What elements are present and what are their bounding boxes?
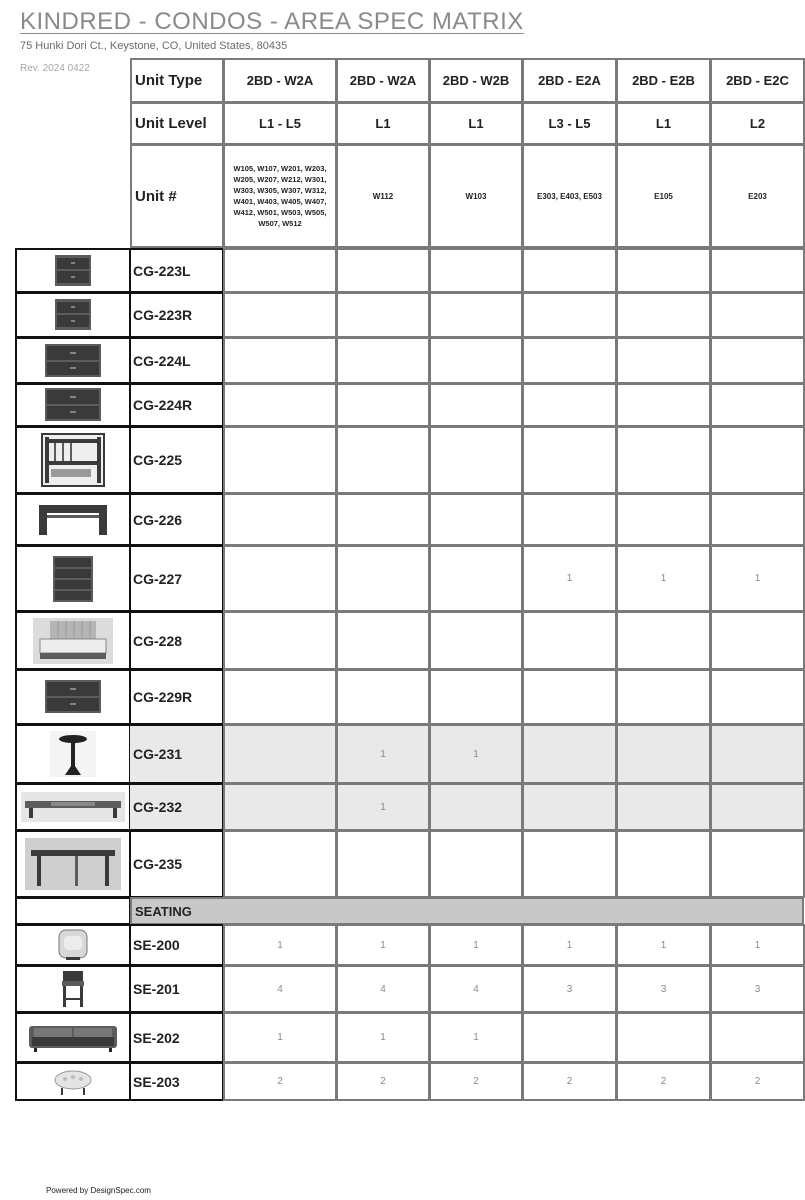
- quantity-cell: [223, 611, 337, 670]
- quantity-cell: [336, 292, 430, 338]
- console-table-icon: [37, 503, 109, 537]
- upholstered-bed-icon: [32, 617, 114, 665]
- row-code: CG-224L: [130, 337, 224, 384]
- quantity-cell: 1: [710, 924, 805, 966]
- quantity-cell: [336, 248, 430, 293]
- quantity-cell: [616, 493, 711, 546]
- column-type-cell: 2BD - W2A: [223, 58, 337, 103]
- quantity-cell: 1: [710, 545, 805, 612]
- row-code: CG-229R: [130, 669, 224, 725]
- quantity-cell: [616, 292, 711, 338]
- quantity-cell: [223, 426, 337, 494]
- row-image: [15, 783, 131, 831]
- row-image: [15, 493, 131, 546]
- quantity-cell: [223, 783, 337, 831]
- sofa-icon: [28, 1023, 118, 1053]
- row-code: CG-224R: [130, 383, 224, 427]
- quantity-cell: 2: [223, 1062, 337, 1101]
- tall-chest-icon: [51, 555, 95, 603]
- quantity-cell: 1: [223, 1012, 337, 1063]
- quantity-cell: 3: [616, 965, 711, 1013]
- row-code: CG-232: [130, 783, 224, 831]
- quantity-cell: [710, 830, 805, 898]
- row-image: [15, 426, 131, 494]
- desk-icon: [25, 838, 121, 890]
- quantity-cell: [522, 426, 617, 494]
- quantity-cell: [223, 337, 337, 384]
- dresser-icon: [44, 679, 102, 715]
- quantity-cell: [710, 493, 805, 546]
- quantity-cell: 2: [616, 1062, 711, 1101]
- row-image: [15, 724, 131, 784]
- quantity-cell: 4: [336, 965, 430, 1013]
- quantity-cell: [336, 383, 430, 427]
- quantity-cell: 1: [429, 724, 523, 784]
- quantity-cell: [522, 1012, 617, 1063]
- quantity-cell: [522, 292, 617, 338]
- quantity-cell: [336, 493, 430, 546]
- quantity-cell: 1: [616, 545, 711, 612]
- quantity-cell: 1: [616, 924, 711, 966]
- quantity-cell: [429, 669, 523, 725]
- row-image: [15, 830, 131, 898]
- dresser-icon: [44, 343, 102, 379]
- quantity-cell: [522, 383, 617, 427]
- quantity-cell: [616, 669, 711, 725]
- quantity-cell: [429, 545, 523, 612]
- row-code: CG-231: [130, 724, 224, 784]
- quantity-cell: 2: [336, 1062, 430, 1101]
- quantity-cell: [336, 426, 430, 494]
- row-code: CG-227: [130, 545, 224, 612]
- quantity-cell: [336, 337, 430, 384]
- quantity-cell: [522, 493, 617, 546]
- quantity-cell: [710, 248, 805, 293]
- quantity-cell: [616, 248, 711, 293]
- quantity-cell: [336, 545, 430, 612]
- quantity-cell: 1: [336, 783, 430, 831]
- quantity-cell: [522, 248, 617, 293]
- quantity-cell: [710, 426, 805, 494]
- ottoman-icon: [51, 1068, 95, 1096]
- row-code: CG-223R: [130, 292, 224, 338]
- quantity-cell: [522, 337, 617, 384]
- quantity-cell: [710, 337, 805, 384]
- quantity-cell: [223, 724, 337, 784]
- column-level-cell: L1: [616, 102, 711, 145]
- header-label-unit-type: Unit Type: [130, 58, 224, 103]
- quantity-cell: [616, 783, 711, 831]
- side-table-icon: [50, 731, 96, 777]
- quantity-cell: [429, 611, 523, 670]
- row-code: CG-228: [130, 611, 224, 670]
- row-image: [15, 611, 131, 670]
- quantity-cell: 2: [522, 1062, 617, 1101]
- quantity-cell: [336, 611, 430, 670]
- quantity-cell: [429, 426, 523, 494]
- quantity-cell: [616, 337, 711, 384]
- quantity-cell: [223, 830, 337, 898]
- column-level-cell: L1: [429, 102, 523, 145]
- row-image: [15, 248, 131, 293]
- column-type-cell: 2BD - W2B: [429, 58, 523, 103]
- quantity-cell: [223, 292, 337, 338]
- quantity-cell: [616, 724, 711, 784]
- row-code: CG-225: [130, 426, 224, 494]
- quantity-cell: [616, 426, 711, 494]
- quantity-cell: [429, 830, 523, 898]
- row-code: SE-202: [130, 1012, 224, 1063]
- row-image: [15, 292, 131, 338]
- quantity-cell: [710, 292, 805, 338]
- bench-icon: [21, 792, 125, 822]
- column-level-cell: L1: [336, 102, 430, 145]
- quantity-cell: [522, 724, 617, 784]
- column-units-cell: E203: [710, 144, 805, 248]
- quantity-cell: [710, 383, 805, 427]
- quantity-cell: 1: [336, 724, 430, 784]
- column-units-cell: E303, E403, E503: [522, 144, 617, 248]
- quantity-cell: 1: [336, 1012, 430, 1063]
- quantity-cell: [429, 383, 523, 427]
- quantity-cell: [429, 248, 523, 293]
- nightstand-icon: [53, 254, 93, 288]
- quantity-cell: [616, 611, 711, 670]
- quantity-cell: [429, 493, 523, 546]
- quantity-cell: 4: [223, 965, 337, 1013]
- quantity-cell: [223, 248, 337, 293]
- bar-stool-icon: [60, 970, 86, 1008]
- row-code: SE-203: [130, 1062, 224, 1101]
- project-address: 75 Hunki Dori Ct., Keystone, CO, United States, 80435: [20, 40, 288, 52]
- powered-by-footer: Powered by DesignSpec.com: [46, 1186, 151, 1195]
- section-image-blank: [15, 897, 131, 925]
- quantity-cell: 2: [429, 1062, 523, 1101]
- column-level-cell: L2: [710, 102, 805, 145]
- quantity-cell: [223, 545, 337, 612]
- quantity-cell: 3: [710, 965, 805, 1013]
- quantity-cell: [522, 611, 617, 670]
- quantity-cell: [336, 830, 430, 898]
- quantity-cell: 1: [522, 924, 617, 966]
- row-image: [15, 383, 131, 427]
- dresser-icon: [44, 387, 102, 423]
- row-image: [15, 669, 131, 725]
- quantity-cell: [522, 830, 617, 898]
- quantity-cell: [710, 783, 805, 831]
- quantity-cell: [710, 611, 805, 670]
- row-image: [15, 1062, 131, 1101]
- row-image: [15, 924, 131, 966]
- row-image: [15, 337, 131, 384]
- quantity-cell: [429, 292, 523, 338]
- row-code: CG-235: [130, 830, 224, 898]
- quantity-cell: 1: [336, 924, 430, 966]
- column-type-cell: 2BD - E2B: [616, 58, 711, 103]
- quantity-cell: [223, 669, 337, 725]
- quantity-cell: 3: [522, 965, 617, 1013]
- row-code: CG-226: [130, 493, 224, 546]
- row-image: [15, 545, 131, 612]
- nightstand-icon: [53, 298, 93, 332]
- quantity-cell: [336, 669, 430, 725]
- quantity-cell: 2: [710, 1062, 805, 1101]
- quantity-cell: [616, 830, 711, 898]
- column-units-cell: E105: [616, 144, 711, 248]
- quantity-cell: [429, 337, 523, 384]
- quantity-cell: [616, 383, 711, 427]
- bunk-bed-icon: [41, 433, 105, 487]
- quantity-cell: [223, 383, 337, 427]
- quantity-cell: 1: [429, 924, 523, 966]
- column-level-cell: L3 - L5: [522, 102, 617, 145]
- revision-label: Rev. 2024 0422: [20, 63, 90, 74]
- column-type-cell: 2BD - E2A: [522, 58, 617, 103]
- quantity-cell: [616, 1012, 711, 1063]
- quantity-cell: [223, 493, 337, 546]
- quantity-cell: 1: [522, 545, 617, 612]
- quantity-cell: [710, 669, 805, 725]
- quantity-cell: [710, 1012, 805, 1063]
- row-code: CG-223L: [130, 248, 224, 293]
- column-type-cell: 2BD - E2C: [710, 58, 805, 103]
- row-code: SE-200: [130, 924, 224, 966]
- column-units-cell: W112: [336, 144, 430, 248]
- quantity-cell: 4: [429, 965, 523, 1013]
- quantity-cell: [522, 783, 617, 831]
- row-image: [15, 965, 131, 1013]
- quantity-cell: [522, 669, 617, 725]
- swivel-chair-icon: [56, 928, 90, 962]
- row-image: [15, 1012, 131, 1063]
- page-title: KINDRED - CONDOS - AREA SPEC MATRIX: [20, 8, 524, 35]
- quantity-cell: [429, 783, 523, 831]
- quantity-cell: [710, 724, 805, 784]
- row-code: SE-201: [130, 965, 224, 1013]
- header-label-unit-level: Unit Level: [130, 102, 224, 145]
- column-units-cell: W105, W107, W201, W203, W205, W207, W212, W301, W303, W305, W307, W312, W401, W403, W405, W407, W412, W501, W503, W505, W507, W512: [223, 144, 337, 248]
- section-seating-header: SEATING: [130, 897, 804, 925]
- quantity-cell: 1: [429, 1012, 523, 1063]
- column-units-cell: W103: [429, 144, 523, 248]
- header-label-unit-number: Unit #: [130, 144, 224, 248]
- column-level-cell: L1 - L5: [223, 102, 337, 145]
- column-type-cell: 2BD - W2A: [336, 58, 430, 103]
- quantity-cell: 1: [223, 924, 337, 966]
